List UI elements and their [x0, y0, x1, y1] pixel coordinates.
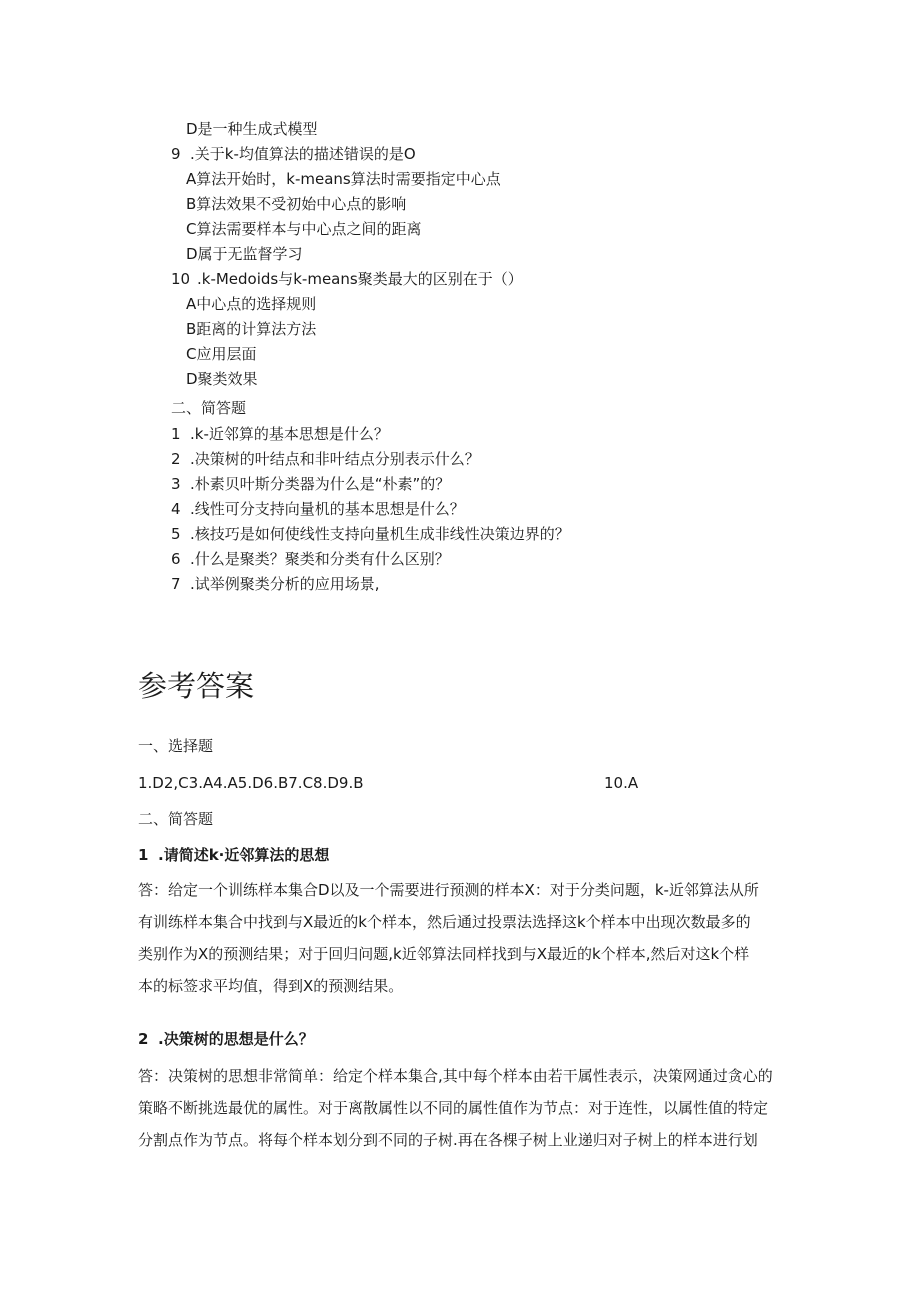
answer-1-line-3: 类别作为X的预测结果；对于回归问题,k近邻算法同样找到与X最近的k个样本,然后对这k个样 — [138, 945, 750, 963]
sa-item-1-text: .k-近邻算的基本思想是什么？ — [190, 425, 389, 443]
answer-1-line-4: 本的标签求平均值，得到X的预测结果。 — [138, 977, 404, 995]
answer-2-number: 2 — [138, 1030, 149, 1048]
choice-answers-heading: 一、选择题 — [138, 737, 214, 755]
q9-option-c: C算法需要样本与中心点之间的距离 — [186, 220, 422, 238]
answer-1-number: 1 — [138, 846, 149, 864]
choice-answer-10: 10.A — [604, 774, 639, 792]
answer-1-line-2: 有训练样本集合中找到与X最近的k个样本，然后通过投票法选择这k个样本中出现次数最多的 — [138, 913, 751, 931]
q10-number: 10 — [171, 270, 191, 288]
sa-item-4-text: .线性可分支持向量机的基本思想是什么？ — [190, 500, 465, 518]
answer-2-question: .决策树的思想是什么？ — [158, 1030, 314, 1048]
sa-item-7-text: .试举例聚类分析的应用场景, — [190, 575, 380, 593]
sa-item-6-text: .什么是聚类？聚类和分类有什么区别？ — [190, 550, 450, 568]
sa-item-1-number: 1 — [171, 425, 181, 443]
q8-option-d: D是一种生成式模型 — [186, 120, 318, 138]
q10-option-d: D聚类效果 — [186, 370, 258, 388]
short-answers-heading: 二、简答题 — [138, 810, 214, 828]
answer-1-line-1: 答：给定一个训练样本集合D以及一个需要进行预测的样本X：对于分类问题，k-近邻算法从所 — [138, 881, 759, 899]
short-answer-heading: 二、简答题 — [171, 399, 247, 417]
q9-option-b: B算法效果不受初始中心点的影响 — [186, 195, 407, 213]
sa-item-7-number: 7 — [171, 575, 181, 593]
sa-item-3-number: 3 — [171, 475, 181, 493]
q9-number: 9 — [171, 145, 181, 163]
q9-option-d: D属于无监督学习 — [186, 245, 303, 263]
sa-item-2-text: .决策树的叶结点和非叶结点分别表示什么？ — [190, 450, 480, 468]
q10-option-c: C应用层面 — [186, 345, 257, 363]
sa-item-5-text: .核技巧是如何使线性支持向量机生成非线性决策边界的？ — [190, 525, 570, 543]
answer-2-line-3: 分割点作为节点。将每个样本划分到不同的子树.再在各棵子树上业递归对子树上的样本进行划 — [138, 1131, 758, 1149]
answer-2-line-2: 策略不断挑选最优的属性。对于离散属性以不同的属性值作为节点：对于连性，以属性值的特定 — [138, 1099, 769, 1117]
q9-option-a: A算法开始时，k-means算法时需要指定中心点 — [186, 170, 501, 188]
answer-1-body — [138, 874, 784, 1002]
answer-1-question: .请简述k·近邻算法的思想 — [158, 846, 330, 864]
sa-item-4-number: 4 — [171, 500, 181, 518]
answer-2-body — [138, 1060, 784, 1156]
sa-item-3-text: .朴素贝叶斯分类器为什么是“朴素”的？ — [190, 475, 451, 493]
q10-option-a: A中心点的选择规则 — [186, 295, 317, 313]
sa-item-5-number: 5 — [171, 525, 181, 543]
q10-option-b: B距离的计算法方法 — [186, 320, 317, 338]
sa-item-6-number: 6 — [171, 550, 181, 568]
q9-text: .关于k-均值算法的描述错误的是O — [190, 145, 416, 163]
answers-title: 参考答案 — [138, 669, 255, 703]
answer-2-line-1: 答：决策树的思想非常简单：给定个样本集合,其中每个样本由若干属性表示，决策网通过贪心的 — [138, 1067, 773, 1085]
q10-text: .k-Medoids与k-means聚类最大的区别在于（） — [197, 270, 523, 288]
sa-item-2-number: 2 — [171, 450, 181, 468]
choice-answers-main: 1.D2,C3.A4.A5.D6.B7.C8.D9.B — [138, 774, 364, 792]
